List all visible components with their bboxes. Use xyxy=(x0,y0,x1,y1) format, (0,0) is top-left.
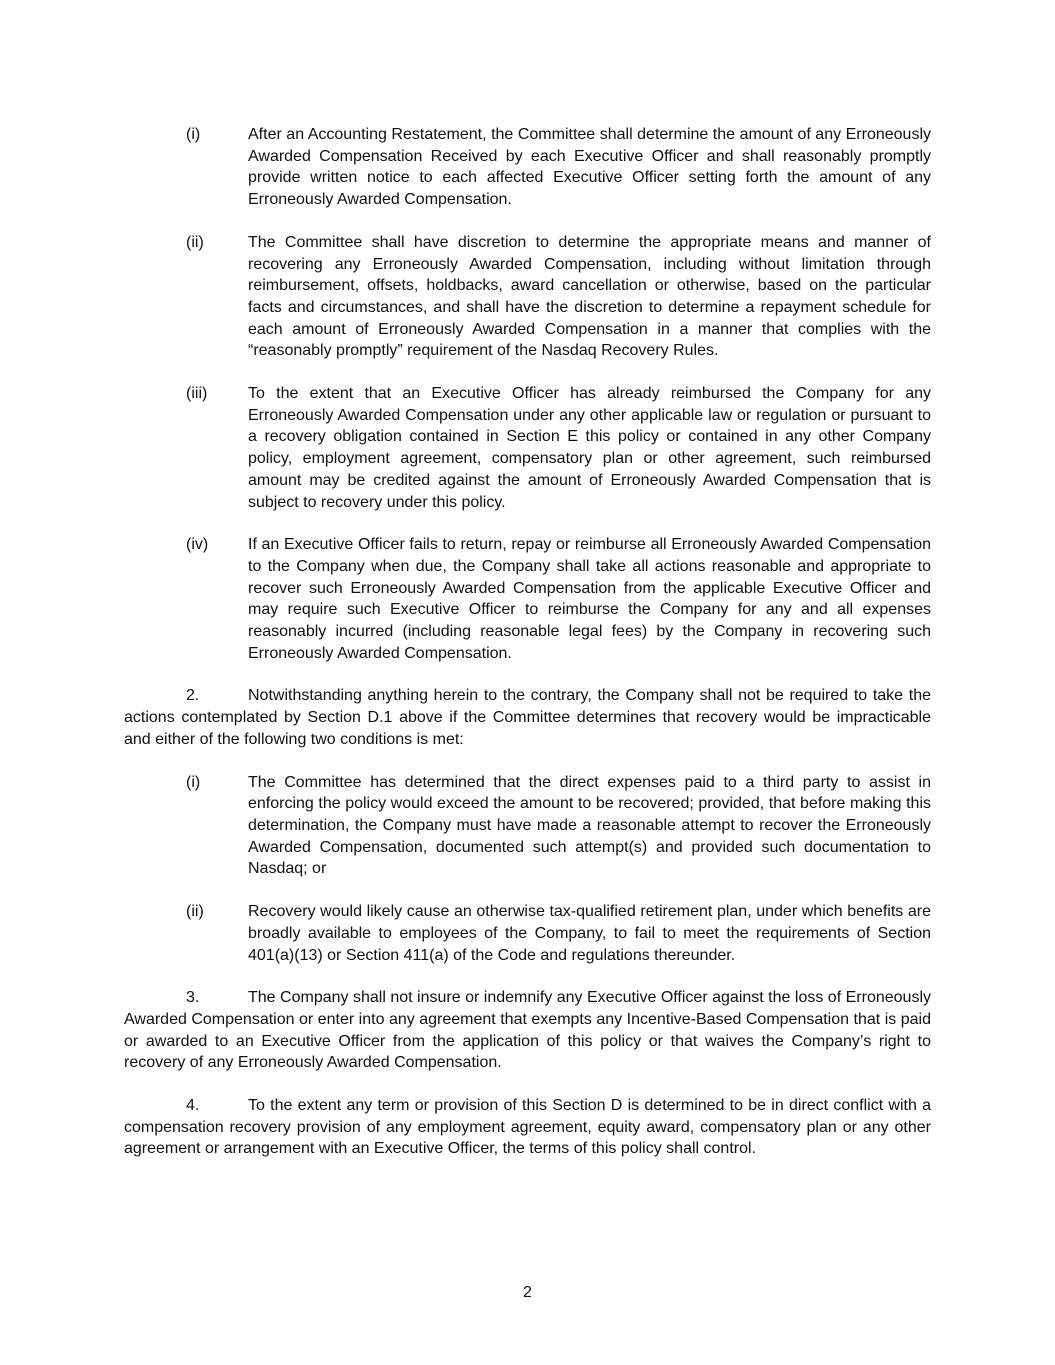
item-label: (iv) xyxy=(186,536,209,554)
paragraph-2 xyxy=(124,685,931,750)
item-label: (i) xyxy=(186,773,201,791)
paragraph-text: The Company shall not insure or indemnify any Executive Officer against the loss of Erroneously Awarded Compensation or enter into any agreement that exempts any Incentive-Based Compensation that is paid or awarded to an Executive Officer from the application of this policy or that waives the Company’s right to recovery of any Erroneously Awarded Compensation. xyxy=(124,989,931,1072)
paragraph-4 xyxy=(124,1095,931,1160)
paragraph-number: 2. xyxy=(186,687,200,705)
document-page xyxy=(124,124,931,1181)
item-text: Recovery would likely cause an otherwise tax-qualified retirement plan, under which benefits are broadly available to employees of the Company, to fail to meet the requirements of Section 401(a)(13) or Section 411(a) of the Code and regulations thereunder. xyxy=(248,903,931,964)
item-text: The Committee has determined that the direct expenses paid to a third party to assist in enforcing the policy would exceed the amount to be recovered; provided, that before making this determination, the Company must have made a reasonable attempt to recover the Erroneously Awarded Compensation, documented such attempt(s) and provided such documentation to Nasdaq; or xyxy=(248,773,931,878)
list-item xyxy=(124,901,931,966)
paragraph-number: 3. xyxy=(186,989,200,1007)
paragraph-number: 4. xyxy=(186,1097,200,1115)
item-text: After an Accounting Restatement, the Committee shall determine the amount of any Erroneously Awarded Compensation Received by each Executive Officer and shall reasonably promptly provide written notice to each affected Executive Officer setting forth the amount of any Erroneously Awarded Compensation. xyxy=(248,126,931,209)
item-text: The Committee shall have discretion to determine the appropriate means and manner of recovering any Erroneously Awarded Compensation, including without limitation through reimbursement, offsets, holdbacks, award cancellation or otherwise, based on the particular facts and circumstances, and shall have the discretion to determine a repayment schedule for each amount of Erroneously Awarded Compensation in a manner that complies with the “reasonably promptly” requirement of the Nasdaq Recovery Rules. xyxy=(248,233,931,360)
item-label: (i) xyxy=(186,126,201,143)
item-label: (ii) xyxy=(186,233,204,251)
list-item xyxy=(124,534,931,664)
item-text: To the extent that an Executive Officer has already reimbursed the Company for any Erroneously Awarded Compensation under any other applicable law or regulation or pursuant to a recovery obligation contained in Section E this policy or contained in any other Company policy, employment agreement, compensatory plan or other agreement, such reimbursed amount may be credited against the amount of Erroneously Awarded Compensation that is subject to recovery under this policy. xyxy=(248,385,931,511)
item-label: (ii) xyxy=(186,903,204,921)
list-item xyxy=(124,383,931,513)
item-text: If an Executive Officer fails to return, repay or reimburse all Erroneously Awarded Compensation to the Company when due, the Company shall take all actions reasonable and appropriate to recover such Erroneously Awarded Compensation from the applicable Executive Officer and may require such Executive Officer to reimburse the Company for any and all expenses reasonably incurred (including reasonable legal fees) by the Company in recovering such Erroneously Awarded Compensation. xyxy=(248,536,931,662)
paragraph-text: To the extent any term or provision of this Section D is determined to be in direct conflict with a compensation recovery provision of any employment agreement, equity award, compensatory plan or any other agreement or arrangement with an Executive Officer, the terms of this policy shall control. xyxy=(124,1097,931,1158)
paragraph-text: Notwithstanding anything herein to the contrary, the Company shall not be required to take the actions contemplated by Section D.1 above if the Committee determines that recovery would be impracticable and either of the following two conditions is met: xyxy=(124,687,931,748)
list-item xyxy=(124,772,931,881)
list-item xyxy=(124,124,931,211)
item-label: (iii) xyxy=(186,385,208,403)
list-item xyxy=(124,232,931,362)
paragraph-3 xyxy=(124,987,931,1074)
page-number: 2 xyxy=(523,1284,532,1301)
